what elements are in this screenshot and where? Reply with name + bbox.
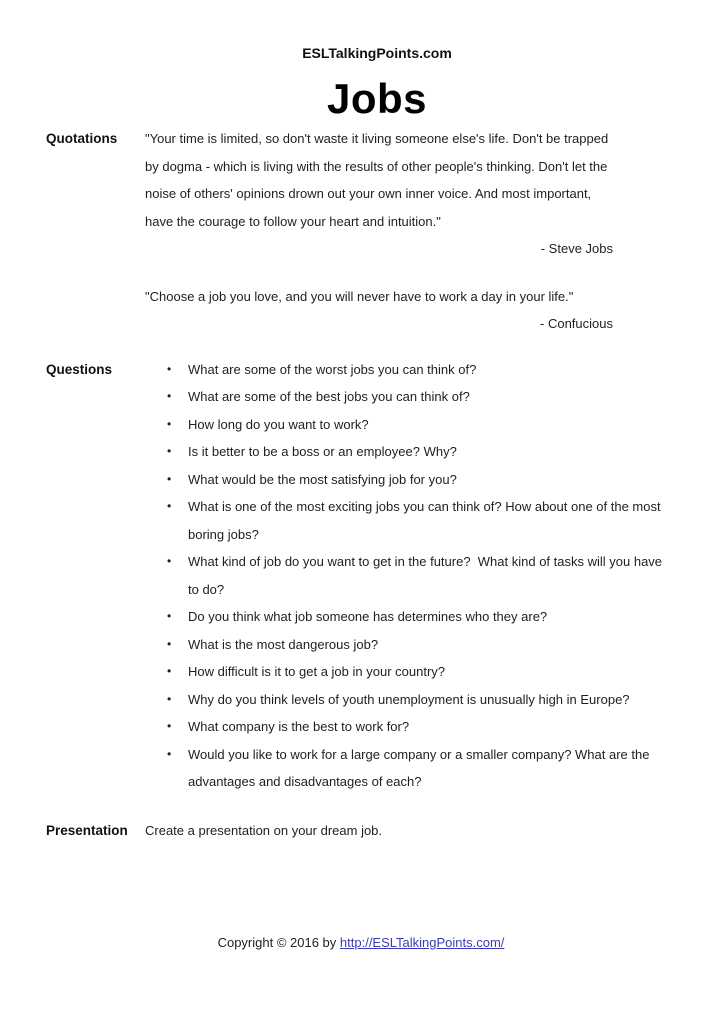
questions-content (145, 356, 708, 796)
copyright-footer (30, 933, 692, 953)
question-item: • What is the most dangerous job? (145, 631, 669, 659)
question-list (145, 356, 669, 796)
site-name: ESLTalkingPoints.com (302, 45, 452, 61)
question-item: • Do you think what job someone has determines who they are? (145, 603, 669, 631)
questions-label: Questions (46, 361, 113, 377)
question-item: • What kind of job do you want to get in the future? What kind of tasks will you have to do? (145, 548, 669, 603)
question-item: • Would you like to work for a large company or a smaller company? What are the advantages and disadvantages of each? (145, 741, 669, 796)
copyright-text: Copyright © 2016 by (217, 935, 340, 950)
quotations-content (145, 125, 708, 338)
copyright-link[interactable]: http://ESLTalkingPoints.com/ (339, 935, 505, 950)
quotations-label: Quotations (46, 131, 118, 146)
presentation-label: Presentation (46, 822, 128, 838)
quote-text-confucious: "Choose a job you love, and you will never have to work a day in your life." (145, 288, 574, 304)
question-item: • What would be the most satisfying job for you? (145, 466, 669, 494)
question-item: • What is one of the most exciting jobs you can think of? How about one of the most boring jobs? (145, 493, 669, 548)
question-item: • How long do you want to work? (145, 411, 669, 439)
question-item: • How difficult is it to get a job in your country? (145, 658, 669, 686)
quote-attribution-confucious: - Confucious (540, 316, 613, 331)
questions-section (46, 356, 708, 796)
quotations-section (46, 125, 708, 338)
quote-text-steve-jobs: "Your time is limited, so don't waste it living someone else's life. Don't be trapped by dogma - which is living with the results of other people's thinking. Don't let the noise of others' opinions drown out your own inner voice. And most important, have the courage to follow your heart and intuition." (145, 131, 609, 229)
question-item: • Why do you think levels of youth unemployment is unusually high in Europe? (145, 686, 669, 714)
quote-attribution-steve-jobs: - Steve Jobs (540, 241, 613, 256)
question-item: • What are some of the worst jobs you can think of? (145, 356, 669, 384)
question-item: • What company is the best to work for? (145, 713, 669, 741)
presentation-text: Create a presentation on your dream job. (145, 822, 383, 838)
page-title: Jobs (326, 75, 428, 122)
question-item: • Is it better to be a boss or an employee? Why? (145, 438, 669, 466)
presentation-section (46, 817, 708, 845)
presentation-content (145, 817, 708, 845)
question-item: • What are some of the best jobs you can think of? (145, 383, 669, 411)
